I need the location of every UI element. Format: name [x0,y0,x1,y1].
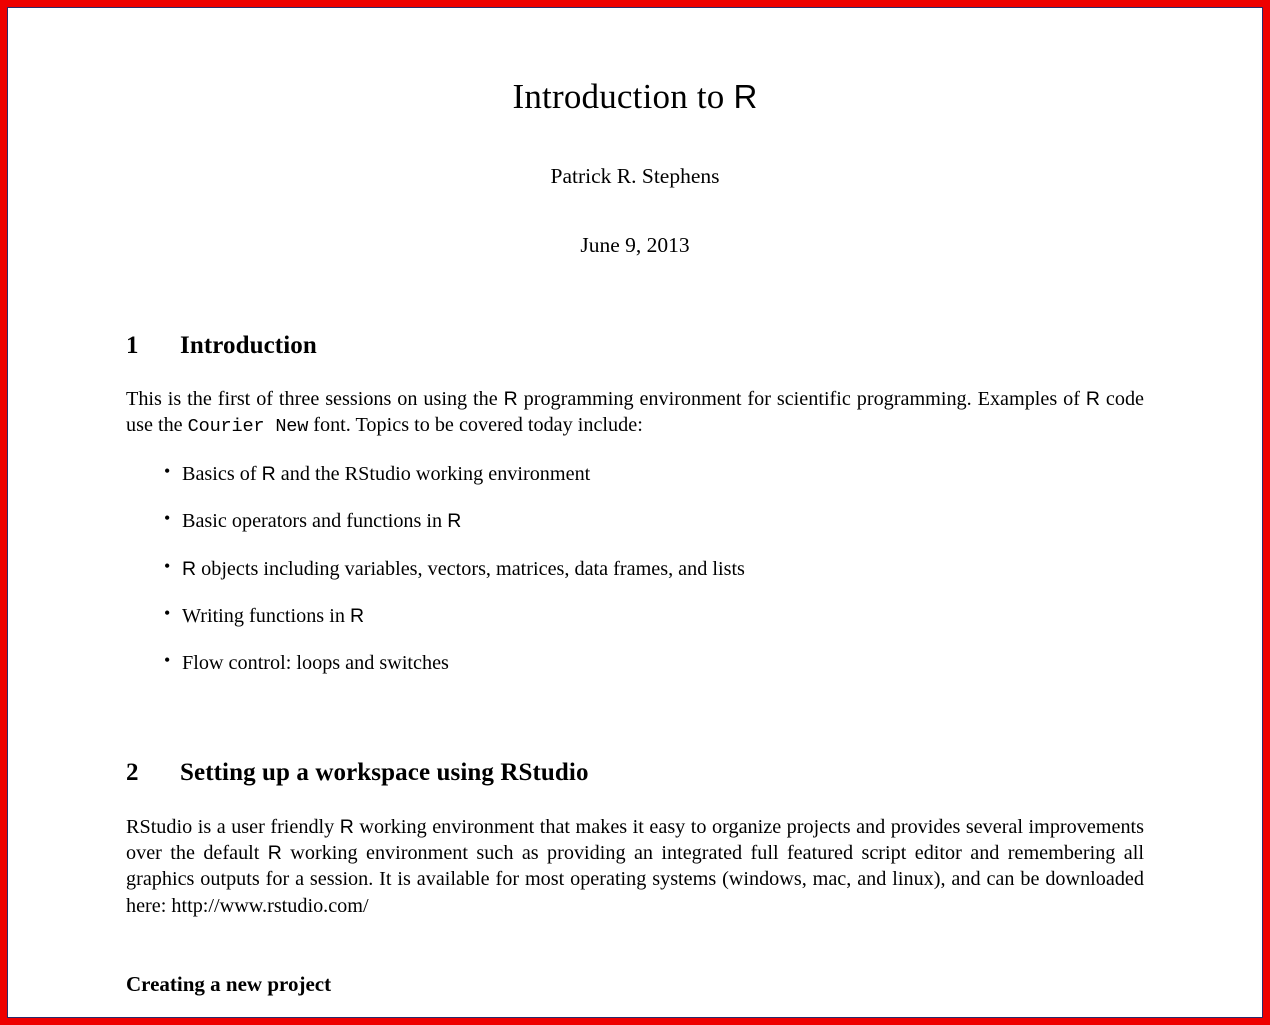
list-item-post: objects including variables, vectors, matrices, data frames, and lists [196,557,745,580]
section-number-2: 2 [126,758,139,786]
list-item-pre: Writing functions in [182,605,350,628]
list-item-pre: Flow control: loops and switches [182,652,449,675]
para-text-a: RStudio is a user friendly [126,815,340,838]
r-logo-inline: R [349,605,365,628]
list-item-pre: Basic operators and functions in [182,510,448,533]
code-font-name: Courier New [187,415,309,437]
r-logo-inline: R [182,557,197,580]
r-logo-inline: R [447,510,462,533]
section-number-1: 1 [126,331,139,359]
page-title-r: R [733,78,758,115]
list-item [164,650,1144,676]
section-2-paragraph [126,814,1144,919]
section-title-2: Setting up a workspace using RStudio [180,758,589,786]
r-logo-inline: R [1085,387,1100,410]
section-1-paragraph [126,386,1144,440]
list-item [164,556,1144,582]
document-date: June 9, 2013 [580,232,690,257]
list-item-post: and the RStudio working environment [275,463,591,486]
section-heading-2 [126,759,1144,787]
para-text-d: font. Topics to be covered today include: [308,413,643,436]
r-logo-inline: R [339,815,354,838]
para-text-b: programming environment for scientific programming. Examples of [517,387,1086,410]
para-text-b: working environment that makes it easy to organize projects and provides several improvements over the default [126,815,1145,865]
r-logo-inline: R [261,463,276,486]
page-title [126,78,1144,117]
section-heading-1 [126,332,1144,360]
list-item [164,603,1144,629]
list-item [164,461,1144,487]
para-text-c: code use the [126,387,1144,436]
topics-list [126,461,1144,677]
list-item [164,508,1144,534]
section-title-1: Introduction [180,331,317,359]
page-title-text: Introduction to [512,77,734,116]
r-logo-inline: R [267,842,282,865]
list-item-pre: Basics of [182,463,262,486]
document-author: Patrick R. Stephens [550,163,720,188]
r-logo-inline: R [503,387,518,410]
document-page [7,7,1263,1018]
para-text-a: This is the first of three sessions on using the [126,387,504,410]
para-text-c: working environment such as providing an integrated full featured script editor and remembering all graphics outputs for a session. It is available for most operating systems (windows, mac, and linux), and can be downloaded here: http://www.rstudio.com/ [126,842,1144,917]
subsection-heading: Creating a new project [126,971,332,996]
